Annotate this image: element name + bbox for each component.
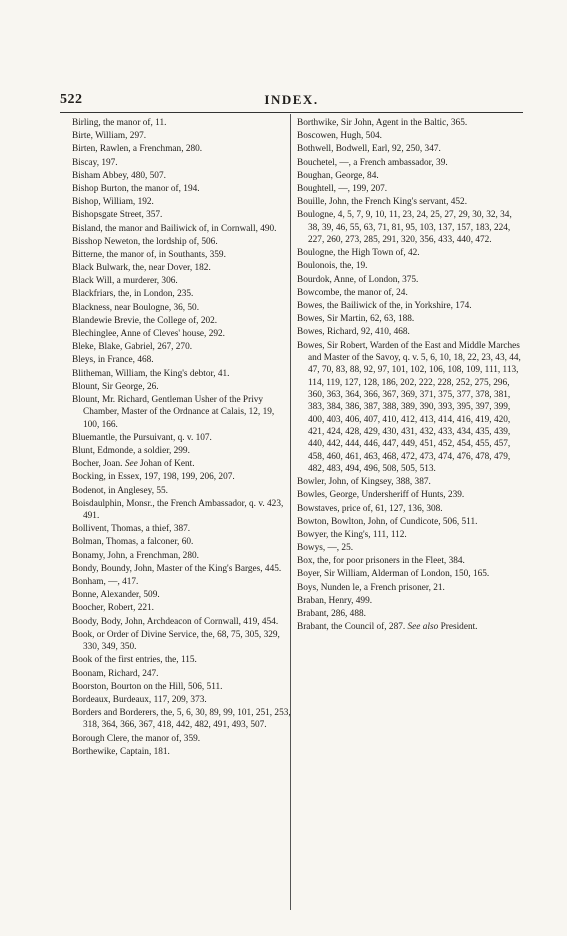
index-entry bbox=[297, 117, 523, 129]
index-entry-text: Borough Clere, the manor of, 359. bbox=[72, 733, 201, 744]
index-entry-text: Boorston, Bourton on the Hill, 506, 511. bbox=[72, 681, 223, 692]
index-entry-text: Bisshop Neweton, the lordship of, 506. bbox=[72, 236, 218, 247]
index-entry bbox=[72, 236, 292, 248]
index-entry bbox=[297, 196, 523, 208]
index-entry-text: Bowes, the Bailiwick of the, in Yorkshire, 174. bbox=[297, 300, 472, 311]
index-entry-text: Birling, the manor of, 11. bbox=[72, 118, 167, 128]
header-rule bbox=[60, 112, 523, 113]
index-entry bbox=[297, 582, 523, 594]
index-entry bbox=[72, 302, 292, 314]
index-entry-text: Borders and Borderers, the, 5, 6, 30, 89, 99, 101, 251, 253, 318, 364, 366, 367, 418, 442, 482, 491, 493, 507. bbox=[72, 708, 291, 731]
index-entry bbox=[72, 170, 292, 182]
index-entry-text: Bowcombe, the manor of, 24. bbox=[297, 287, 408, 298]
index-entry-text: Boulonois, the, 19. bbox=[297, 261, 368, 272]
index-column-left bbox=[72, 117, 292, 759]
index-entry-text: Borthewike, Captain, 181. bbox=[72, 746, 170, 757]
index-entry bbox=[72, 209, 292, 221]
index-entry bbox=[297, 568, 523, 580]
index-entry-text: Bowstaves, price of, 61, 127, 136, 308. bbox=[297, 503, 443, 514]
index-entry bbox=[72, 576, 292, 588]
index-entry bbox=[72, 341, 292, 353]
index-entry bbox=[72, 681, 292, 693]
index-entry bbox=[72, 668, 292, 680]
index-entry-text: Brabant, 286, 488. bbox=[297, 609, 366, 619]
index-entry-text: Brabant, the Council of, 287. bbox=[297, 622, 408, 633]
index-entry bbox=[72, 733, 292, 745]
index-entry bbox=[297, 476, 523, 488]
index-entry bbox=[72, 275, 292, 287]
index-entry-text: Bourdok, Anne, of London, 375. bbox=[297, 274, 419, 285]
index-entry-text: Bowes, Sir Robert, Warden of the East and Middle Marches and Master of the Savoy, q. v. 5, 6, 10, 18, 22, 23, 43, 44, 47, 70, 83, 88, 92, 97, 101, 102, 106, 108, 109, 111, 113, 114, 119, 127, 128, 186, 202, 222, 228, 252, 275, 296, 360, 363, 364, 366, 367, 369, 371, 375, 377, 378, 381, 383, 384, 386, 387, 388, 389, 390, 393, 395, 397, 399, 400, 403, 406, 407, 410, 412, 413, 414, 416, 419, 420, 421, 424, 428, 429, 430, 431, 432, 433, 434, 435, 439, 440, 442, 444, 446, 447, 449, 451, 452, 454, 455, 457, 458, 460, 461, 463, 468, 472, 473, 474, 476, 478, 479, 482, 483, 494, 496, 508, 505, 513. bbox=[297, 340, 521, 474]
index-entry-text: Book, or Order of Divine Service, the, 68, 75, 305, 329, 330, 349, 350. bbox=[72, 629, 280, 653]
index-entry bbox=[297, 130, 523, 142]
index-entry-text: Biscay, 197. bbox=[72, 157, 118, 168]
index-entry-text: Blackfriars, the, in London, 235. bbox=[72, 289, 194, 300]
index-entry bbox=[72, 368, 292, 380]
index-entry-text: Boughan, George, 84. bbox=[297, 170, 379, 181]
index-entry-text: Bluemantle, the Pursuivant, q. v. 107. bbox=[72, 432, 212, 443]
index-entry bbox=[297, 313, 523, 325]
index-entry bbox=[297, 503, 523, 515]
index-entry bbox=[72, 458, 292, 470]
index-entry-text: Book of the first entries, the, 115. bbox=[72, 655, 197, 666]
index-entry bbox=[72, 262, 292, 274]
cross-reference-target: President. bbox=[438, 622, 478, 633]
index-entry-text: Bondy, Boundy, John, Master of the King's Barges, 445. bbox=[72, 563, 282, 574]
index-entry bbox=[297, 300, 523, 312]
index-entry-text: Bitterne, the manor of, in Southants, 359. bbox=[72, 249, 226, 260]
index-entry bbox=[72, 223, 292, 235]
index-entry bbox=[297, 287, 523, 299]
index-entry bbox=[72, 694, 292, 706]
index-entry-text: Boonam, Richard, 247. bbox=[72, 668, 159, 679]
index-entry-text: Boscowen, Hugh, 504. bbox=[297, 131, 382, 142]
index-entry-text: Bowes, Sir Martin, 62, 63, 188. bbox=[297, 314, 415, 325]
index-entry bbox=[297, 247, 523, 259]
index-entry bbox=[72, 183, 292, 195]
index-entry-text: Blechinglee, Anne of Cleves' house, 292. bbox=[72, 329, 225, 339]
index-entry bbox=[297, 595, 523, 607]
index-entry bbox=[72, 381, 292, 393]
index-entry-text: Boys, Nunden le, a French prisoner, 21. bbox=[297, 582, 445, 593]
index-entry bbox=[72, 130, 292, 142]
index-entry bbox=[72, 616, 292, 628]
index-entry bbox=[72, 550, 292, 562]
index-column-right bbox=[297, 117, 523, 634]
index-entry bbox=[72, 328, 292, 340]
index-entry-text: Bleys, in France, 468. bbox=[72, 355, 154, 366]
index-entry-text: Bonne, Alexander, 509. bbox=[72, 590, 160, 601]
index-entry-text: Bowys, —, 25. bbox=[297, 543, 354, 554]
index-entry bbox=[72, 536, 292, 548]
index-entry bbox=[297, 516, 523, 528]
index-entry bbox=[297, 274, 523, 286]
index-entry-text: Blandewie Brevie, the College of, 202. bbox=[72, 315, 218, 326]
index-entry bbox=[72, 143, 292, 155]
index-entry-text: Bocher, Joan. bbox=[72, 459, 125, 470]
index-entry-text: Boulogne, 4, 5, 7, 9, 10, 11, 23, 24, 25, 27, 29, 30, 32, 34, 38, 39, 46, 55, 63, 71, 81, 95, 103, 137, 157, 183, 224, 227, 260, 273, 285, 291, 320, 356, 433, 440, 472. bbox=[297, 210, 512, 245]
index-entry bbox=[297, 157, 523, 169]
index-entry bbox=[72, 445, 292, 457]
index-entry-text: Boulogne, the High Town of, 42. bbox=[297, 248, 420, 259]
index-entry bbox=[72, 485, 292, 497]
index-entry bbox=[297, 340, 523, 476]
index-entry bbox=[297, 608, 523, 620]
index-entry-text: Bordeaux, Burdeaux, 117, 209, 373. bbox=[72, 694, 207, 705]
index-entry-text: Bocking, in Essex, 197, 198, 199, 206, 207. bbox=[72, 472, 235, 483]
index-entry-text: Bonamy, John, a Frenchman, 280. bbox=[72, 550, 199, 561]
index-entry-text: Box, the, for poor prisoners in the Fleet, 384. bbox=[297, 556, 465, 567]
index-entry-text: Braban, Henry, 499. bbox=[297, 595, 373, 606]
index-entry bbox=[297, 555, 523, 567]
index-entry-text: Bisham Abbey, 480, 507. bbox=[72, 170, 166, 181]
index-entry bbox=[72, 432, 292, 444]
index-entry-text: Bowton, Bowlton, John, of Cundicote, 506, 511. bbox=[297, 516, 478, 527]
index-entry bbox=[72, 563, 292, 575]
index-entry bbox=[297, 260, 523, 272]
index-entry bbox=[297, 542, 523, 554]
index-entry-text: Blount, Sir George, 26. bbox=[72, 381, 159, 392]
index-entry-text: Bowler, John, of Kingsey, 388, 387. bbox=[297, 477, 431, 488]
index-entry-text: Bishop Burton, the manor of, 194. bbox=[72, 183, 200, 194]
index-entry-text: Black Bulwark, the, near Dover, 182. bbox=[72, 263, 211, 274]
page-header bbox=[60, 92, 523, 112]
index-entry-text: Birten, Rawlen, a Frenchman, 280. bbox=[72, 144, 203, 155]
index-entry bbox=[297, 183, 523, 195]
index-entry-text: Bolman, Thomas, a falconer, 60. bbox=[72, 537, 194, 548]
index-entry bbox=[72, 498, 292, 523]
index-entry-text: Bisland, the manor and Bailiwick of, in Cornwall, 490. bbox=[72, 223, 277, 234]
index-entry bbox=[72, 629, 292, 654]
index-entry-text: Boughtell, —, 199, 207. bbox=[297, 183, 388, 194]
index-entry bbox=[72, 354, 292, 366]
index-entry-text: Boocher, Robert, 221. bbox=[72, 603, 154, 614]
index-entry-text: Blackness, near Boulogne, 36, 50. bbox=[72, 302, 200, 313]
index-entry bbox=[72, 249, 292, 261]
index-entry-text: Boisdaulphin, Monsr., the French Ambassador, q. v. 423, 491. bbox=[72, 498, 284, 522]
index-entry bbox=[297, 209, 523, 246]
index-entry bbox=[72, 746, 292, 758]
index-entry bbox=[72, 707, 292, 732]
index-entry-text: Bleke, Blake, Gabriel, 267, 270. bbox=[72, 342, 193, 353]
cross-reference-label: See also bbox=[407, 622, 439, 633]
index-entry bbox=[72, 602, 292, 614]
index-entry bbox=[72, 394, 292, 431]
index-entry bbox=[72, 315, 292, 327]
index-entry bbox=[72, 288, 292, 300]
index-entry-text: Bowyer, the King's, 111, 112. bbox=[297, 529, 407, 540]
index-entry-text: Bishopsgate Street, 357. bbox=[72, 210, 163, 221]
index-entry bbox=[297, 489, 523, 501]
page-title: INDEX. bbox=[264, 92, 319, 107]
index-entry bbox=[72, 117, 292, 129]
index-entry-text: Bowles, George, Undersheriff of Hunts, 239. bbox=[297, 490, 465, 501]
index-entry bbox=[297, 170, 523, 182]
index-entry-text: Bouille, John, the French King's servant, 452. bbox=[297, 197, 468, 208]
index-entry-text: Bonham, —, 417. bbox=[72, 577, 139, 588]
index-entry-text: Blount, Mr. Richard, Gentleman Usher of the Privy Chamber, Master of the Ordnance at Calais, 12, 19, 100, 166. bbox=[72, 394, 275, 430]
index-entry bbox=[72, 654, 292, 666]
index-entry bbox=[297, 143, 523, 155]
cross-reference-target: Johan of Kent. bbox=[137, 459, 195, 470]
index-entry bbox=[297, 621, 523, 633]
index-entry bbox=[72, 157, 292, 169]
index-entry-text: Black Will, a murderer, 306. bbox=[72, 276, 178, 287]
index-entry-text: Bouchetel, —, a French ambassador, 39. bbox=[297, 157, 448, 168]
index-entry bbox=[72, 471, 292, 483]
index-entry bbox=[297, 326, 523, 338]
page-number: 522 bbox=[60, 92, 83, 107]
index-entry bbox=[297, 529, 523, 541]
index-entry-text: Bishop, William, 192. bbox=[72, 197, 154, 208]
index-entry-text: Bodenot, in Anglesey, 55. bbox=[72, 485, 168, 496]
index-entry bbox=[72, 523, 292, 535]
index-entry-text: Bollivent, Thomas, a thief, 387. bbox=[72, 524, 191, 535]
index-entry-text: Blunt, Edmonde, a soldier, 299. bbox=[72, 446, 190, 456]
index-entry-text: Boody, Body, John, Archdeacon of Cornwall, 419, 454. bbox=[72, 616, 279, 627]
index-entry bbox=[72, 196, 292, 208]
index-entry-text: Bowes, Richard, 92, 410, 468. bbox=[297, 327, 410, 338]
index-entry-text: Bothwell, Bodwell, Earl, 92, 250, 347. bbox=[297, 144, 441, 155]
cross-reference-label: See bbox=[124, 459, 138, 470]
index-entry-text: Blitheman, William, the King's debtor, 41. bbox=[72, 368, 230, 379]
index-entry-text: Borthwike, Sir John, Agent in the Baltic, 365. bbox=[297, 118, 468, 128]
index-entry-text: Birte, William, 297. bbox=[72, 131, 147, 142]
index-entry-text: Boyer, Sir William, Alderman of London, 150, 165. bbox=[297, 569, 490, 580]
index-entry bbox=[72, 589, 292, 601]
